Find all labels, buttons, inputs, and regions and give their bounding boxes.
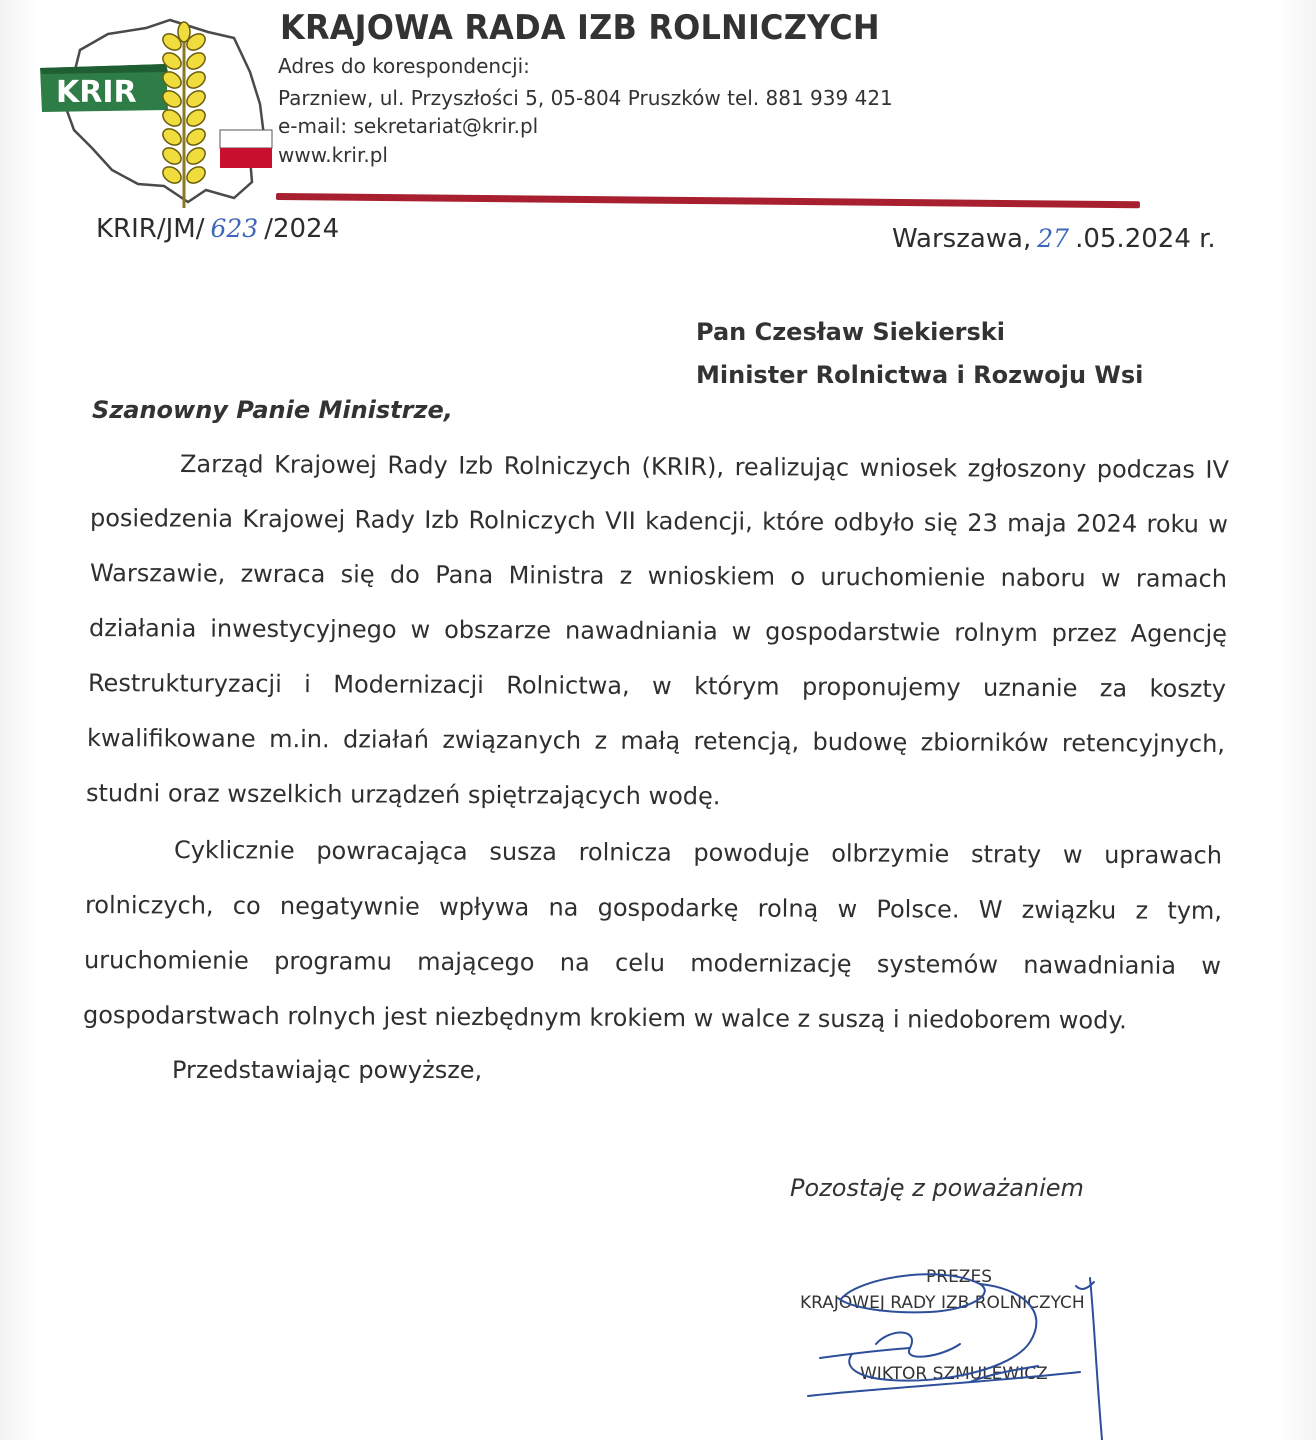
contact-address: Parzniew, ul. Przyszłości 5, 05-804 Pruszków tel. 881 939 421 bbox=[278, 86, 893, 110]
paragraph-1-line: działania inwestycyjnego w obszarze nawadniania w gospodarstwie rolnym przez Agencję bbox=[88, 614, 1228, 648]
recipient-title: Minister Rolnictwa i Rozwoju Wsi bbox=[696, 361, 1144, 389]
date-place: Warszawa, bbox=[892, 224, 1032, 254]
organization-name: KRAJOWA RADA IZB ROLNICZYCH bbox=[280, 8, 880, 48]
wheat-grain bbox=[178, 22, 190, 42]
handwritten-signature bbox=[790, 1258, 1150, 1440]
reference-suffix: /2024 bbox=[264, 214, 340, 244]
date-handwritten-day: 27 bbox=[1037, 224, 1070, 253]
krir-logo bbox=[38, 12, 278, 212]
signatory-organization: KRAJOWEJ RADY IZB ROLNICZYCH bbox=[800, 1293, 1085, 1313]
reference-prefix: KRIR/JM/ bbox=[96, 214, 205, 244]
recipient-name: Pan Czesław Siekierski bbox=[696, 318, 1005, 346]
closing-remark: Przedstawiając powyższe, bbox=[172, 1056, 483, 1084]
signatory-role: PREZES bbox=[926, 1267, 992, 1287]
paragraph-1-line: studni oraz wszelkich urządzeń spiętrzających wodę. bbox=[85, 779, 721, 811]
letter-date bbox=[892, 224, 1216, 254]
paragraph-1-line: Warszawie, zwraca się do Pana Ministra z wnioskiem o uruchomienie naboru w ramach bbox=[89, 559, 1228, 593]
paragraph-1-line: kwalifikowane m.in. działań związanych z małą retencją, budowę zbiorników retencyjnych, bbox=[86, 724, 1226, 758]
logo-text: KRIR bbox=[56, 75, 137, 110]
krir-badge bbox=[40, 64, 168, 112]
paragraph-1-line: posiedzenia Krajowej Rady Izb Rolniczych VII kadencji, które odbyło się 23 maja 2024 roku w bbox=[89, 504, 1229, 539]
paragraph-1-line: Restrukturyzacji i Modernizacji Rolnictwa, w którym proponujemy uznanie za koszty bbox=[87, 669, 1227, 703]
paragraph-2-line: rolniczych, co negatywnie wpływa na gospodarkę rolną w Polsce. W związku z tym, bbox=[84, 891, 1223, 925]
contact-label: Adres do korespondencji: bbox=[278, 54, 530, 78]
complimentary-close: Pozostaję z poważaniem bbox=[790, 1174, 1084, 1202]
paragraph-2-line: gospodarstwach rolnych jest niezbędnym krokiem w walce z suszą i niedoborem wody. bbox=[82, 1001, 1127, 1035]
date-rest: .05.2024 r. bbox=[1075, 224, 1216, 254]
reference-number bbox=[96, 214, 339, 244]
contact-website: www.krir.pl bbox=[278, 143, 388, 167]
contact-email: e-mail: sekretariat@krir.pl bbox=[278, 114, 539, 138]
paragraph-1-line: Zarząd Krajowej Rady Izb Rolniczych (KRIR), realizując wniosek zgłoszony podczas IV bbox=[179, 450, 1230, 484]
reference-handwritten-number: 623 bbox=[210, 214, 259, 243]
polish-flag-icon bbox=[220, 130, 272, 168]
header-divider bbox=[276, 193, 1140, 208]
signatory-name: WIKTOR SZMULEWICZ bbox=[860, 1364, 1048, 1384]
salutation: Szanowny Panie Ministrze, bbox=[92, 396, 453, 424]
paragraph-2-line: uruchomienie programu mającego na celu modernizację systemów nawadniania w bbox=[83, 946, 1222, 980]
paragraph-2-line: Cyklicznie powracająca susza rolnicza powoduje olbrzymie straty w uprawach bbox=[173, 836, 1223, 870]
